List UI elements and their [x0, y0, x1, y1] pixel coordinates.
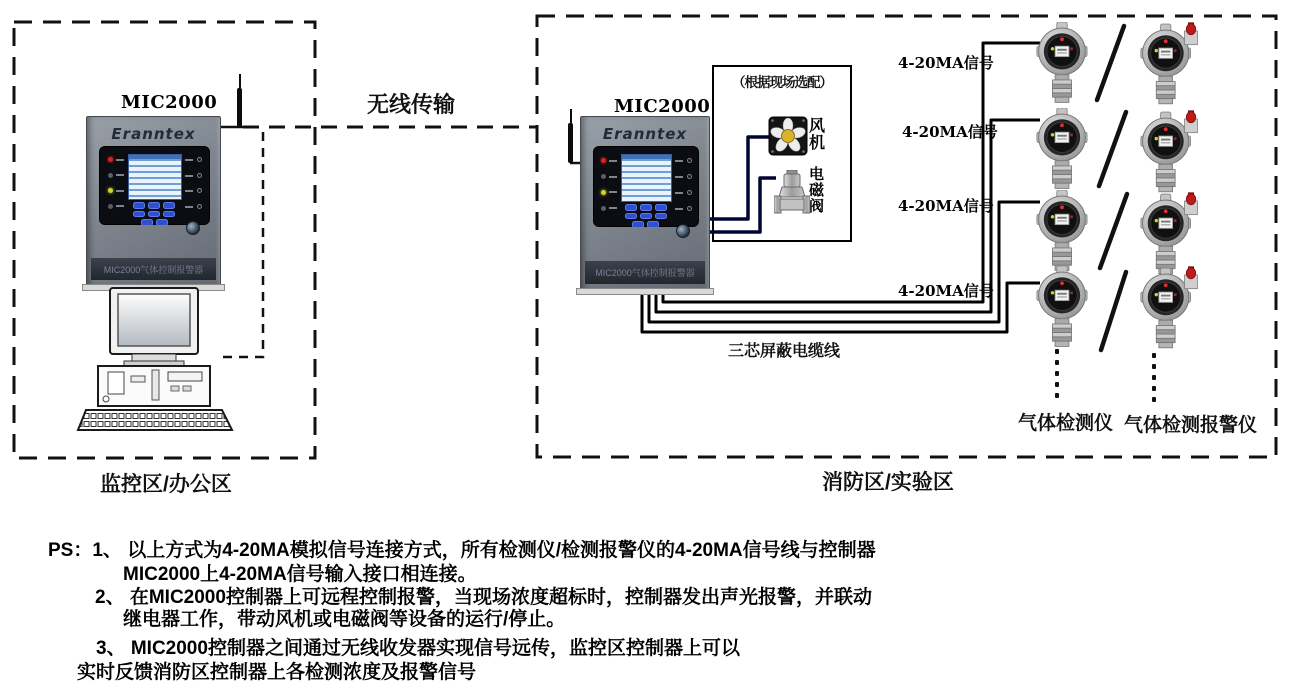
terminal-dot	[687, 174, 692, 179]
optional-box-title: （根据现场选配）	[732, 75, 832, 90]
more-detectors-ellipsis	[1055, 349, 1059, 398]
notes-line-4: 继电器工作，带动风机或电磁阀等设备的运行/停止。	[123, 609, 566, 630]
terminal-dot	[687, 158, 692, 163]
gas-detector-icon	[1036, 266, 1088, 349]
terminal-dot	[197, 173, 202, 178]
valve-icon	[774, 170, 810, 216]
terminal-dot	[197, 204, 202, 209]
controller-base	[576, 288, 714, 295]
gas-detector-alarm-icon	[1140, 20, 1200, 107]
fault-led	[108, 173, 113, 178]
brand-label: Eranntex	[602, 124, 688, 143]
device-model-label: MIC2000气体控制报警器	[585, 261, 705, 283]
antenna-icon	[237, 88, 242, 128]
fan-label: 风机	[809, 118, 826, 152]
left-controller-title: MIC2000	[121, 92, 218, 113]
notes-line-3: 2、 在MIC2000控制器上可远程控制报警，当现场浓度超标时，控制器发出声光报警，并联动	[95, 587, 872, 608]
notes-line-2: MIC2000上4-20MA信号输入接口相连接。	[123, 564, 477, 585]
cable-label: 三芯屏蔽电缆线	[728, 343, 841, 360]
keypad	[619, 204, 674, 223]
gas-detector-icon	[1036, 108, 1088, 191]
mic2000-controller-left	[86, 116, 221, 286]
brand-label: Eranntex	[111, 124, 196, 143]
right-controller-title: MIC2000	[614, 96, 711, 117]
more-detectors-ellipsis	[1152, 353, 1156, 402]
valve-label: 电磁阀	[809, 166, 825, 215]
notes-line-1: PS：1、 以上方式为4-20MA模拟信号连接方式，所有检测仪/检测报警仪的4-20MA信号线与控制器	[48, 540, 876, 561]
notes-line-6: 实时反馈消防区控制器上各检测浓度及报警信号	[77, 662, 477, 683]
gas-detector-icon	[1036, 190, 1088, 273]
terminal-dot	[687, 190, 692, 195]
or-slashes	[1097, 26, 1127, 350]
lcd-screen	[128, 154, 181, 201]
valve-wire	[703, 178, 776, 232]
terminal-dot	[687, 206, 692, 211]
fault-led	[601, 174, 606, 179]
gas-detector-alarm-icon	[1140, 108, 1200, 195]
monitor-zone-label: 监控区/办公区	[100, 473, 232, 496]
door-lock	[676, 224, 690, 238]
keypad	[126, 202, 183, 221]
gas-detector-alarm-icon	[1140, 264, 1200, 351]
desktop-computer-icon	[76, 284, 236, 434]
controller-panel	[99, 146, 210, 225]
fire-zone-label: 消防区/实验区	[822, 471, 954, 494]
alarm-led	[601, 158, 606, 163]
terminal-dot	[197, 188, 202, 193]
signal-label-1: 4-20MA信号	[898, 54, 994, 72]
signal-label-3: 4-20MA信号	[898, 197, 994, 215]
status-led	[108, 204, 113, 209]
door-lock	[186, 221, 200, 235]
signal-label-2: 4-20MA信号	[902, 123, 998, 141]
wireless-label: 无线传输	[367, 92, 456, 117]
controller-panel	[593, 146, 700, 227]
power-led	[108, 188, 113, 193]
alarm-led	[108, 157, 113, 162]
terminal-dot	[197, 157, 202, 162]
mic2000-controller-right	[580, 116, 710, 290]
alarm-detector-column-label: 气体检测报警仪	[1124, 415, 1258, 436]
antenna-icon	[568, 123, 573, 163]
signal-label-4: 4-20MA信号	[898, 282, 994, 300]
detector-column-label: 气体检测仪	[1018, 413, 1114, 434]
device-model-label: MIC2000气体控制报警器	[91, 258, 216, 280]
power-led	[601, 190, 606, 195]
fan-icon	[768, 116, 808, 156]
notes-line-5: 3、 MIC2000控制器之间通过无线收发器实现信号远传，监控区控制器上可以	[96, 638, 740, 659]
status-led	[601, 206, 606, 211]
gas-detector-icon	[1036, 22, 1088, 105]
lcd-screen	[621, 154, 672, 202]
